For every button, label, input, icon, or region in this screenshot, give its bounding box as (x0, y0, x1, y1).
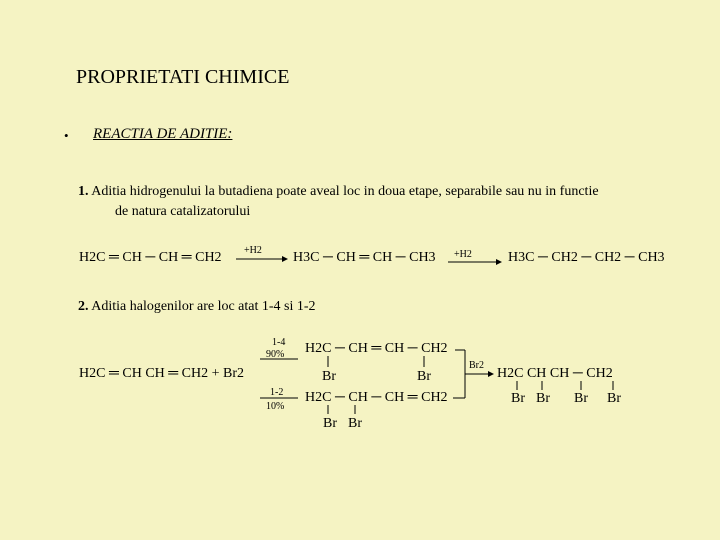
butadiene-reactant: H2C ═ CH ─ CH ═ CH2 (79, 250, 222, 265)
tetrabromo-product: H2C CH CH ─ CH2 (497, 366, 613, 381)
final-br-3: Br (574, 391, 588, 406)
final-br-4: Br (607, 391, 621, 406)
bullet-icon: • (64, 128, 69, 143)
path-1-4-yield: 90% (266, 349, 285, 360)
page-title: PROPRIETATI CHIMICE (76, 66, 290, 88)
reagent-h2-first: +H2 (244, 245, 262, 256)
butane-product: H3C ─ CH2 ─ CH2 ─ CH3 (508, 250, 665, 265)
section-subtitle: REACTIA DE ADITIE: (93, 126, 233, 142)
butene-intermediate: H3C ─ CH ═ CH ─ CH3 (293, 250, 436, 265)
product-1-2-br-2: Br (348, 416, 362, 431)
point-2-text: Aditia halogenilor are loc atat 1-4 si 1-2 (91, 299, 316, 314)
point-1-number: 1. (78, 184, 89, 199)
path-1-2-yield: 10% (266, 401, 285, 412)
product-1-4: H2C ─ CH ═ CH ─ CH2 (305, 341, 448, 356)
point-1-line-2: de natura catalizatorului (115, 204, 251, 219)
product-1-4-br-right: Br (417, 369, 431, 384)
path-1-2-label: 1-2 (270, 387, 284, 398)
arrowhead-br2 (488, 371, 494, 377)
final-br-1: Br (511, 391, 525, 406)
product-1-4-br-left: Br (322, 369, 336, 384)
product-1-2: H2C ─ CH ─ CH ═ CH2 (305, 390, 448, 405)
product-1-2-br-1: Br (323, 416, 337, 431)
arrowhead-h2-first (282, 256, 288, 262)
reagent-br2: Br2 (469, 360, 484, 371)
arrowhead-h2-second (496, 259, 502, 265)
point-2-number: 2. (78, 299, 89, 314)
point-1-text: Aditia hidrogenului la butadiena poate aveal loc in doua etape, separabile sau nu in functie (91, 184, 599, 199)
halogenation-reactant: H2C ═ CH CH ═ CH2 + Br2 (79, 366, 245, 381)
path-1-4-label: 1-4 (272, 337, 286, 348)
final-br-2: Br (536, 391, 550, 406)
reagent-h2-second: +H2 (454, 249, 472, 260)
